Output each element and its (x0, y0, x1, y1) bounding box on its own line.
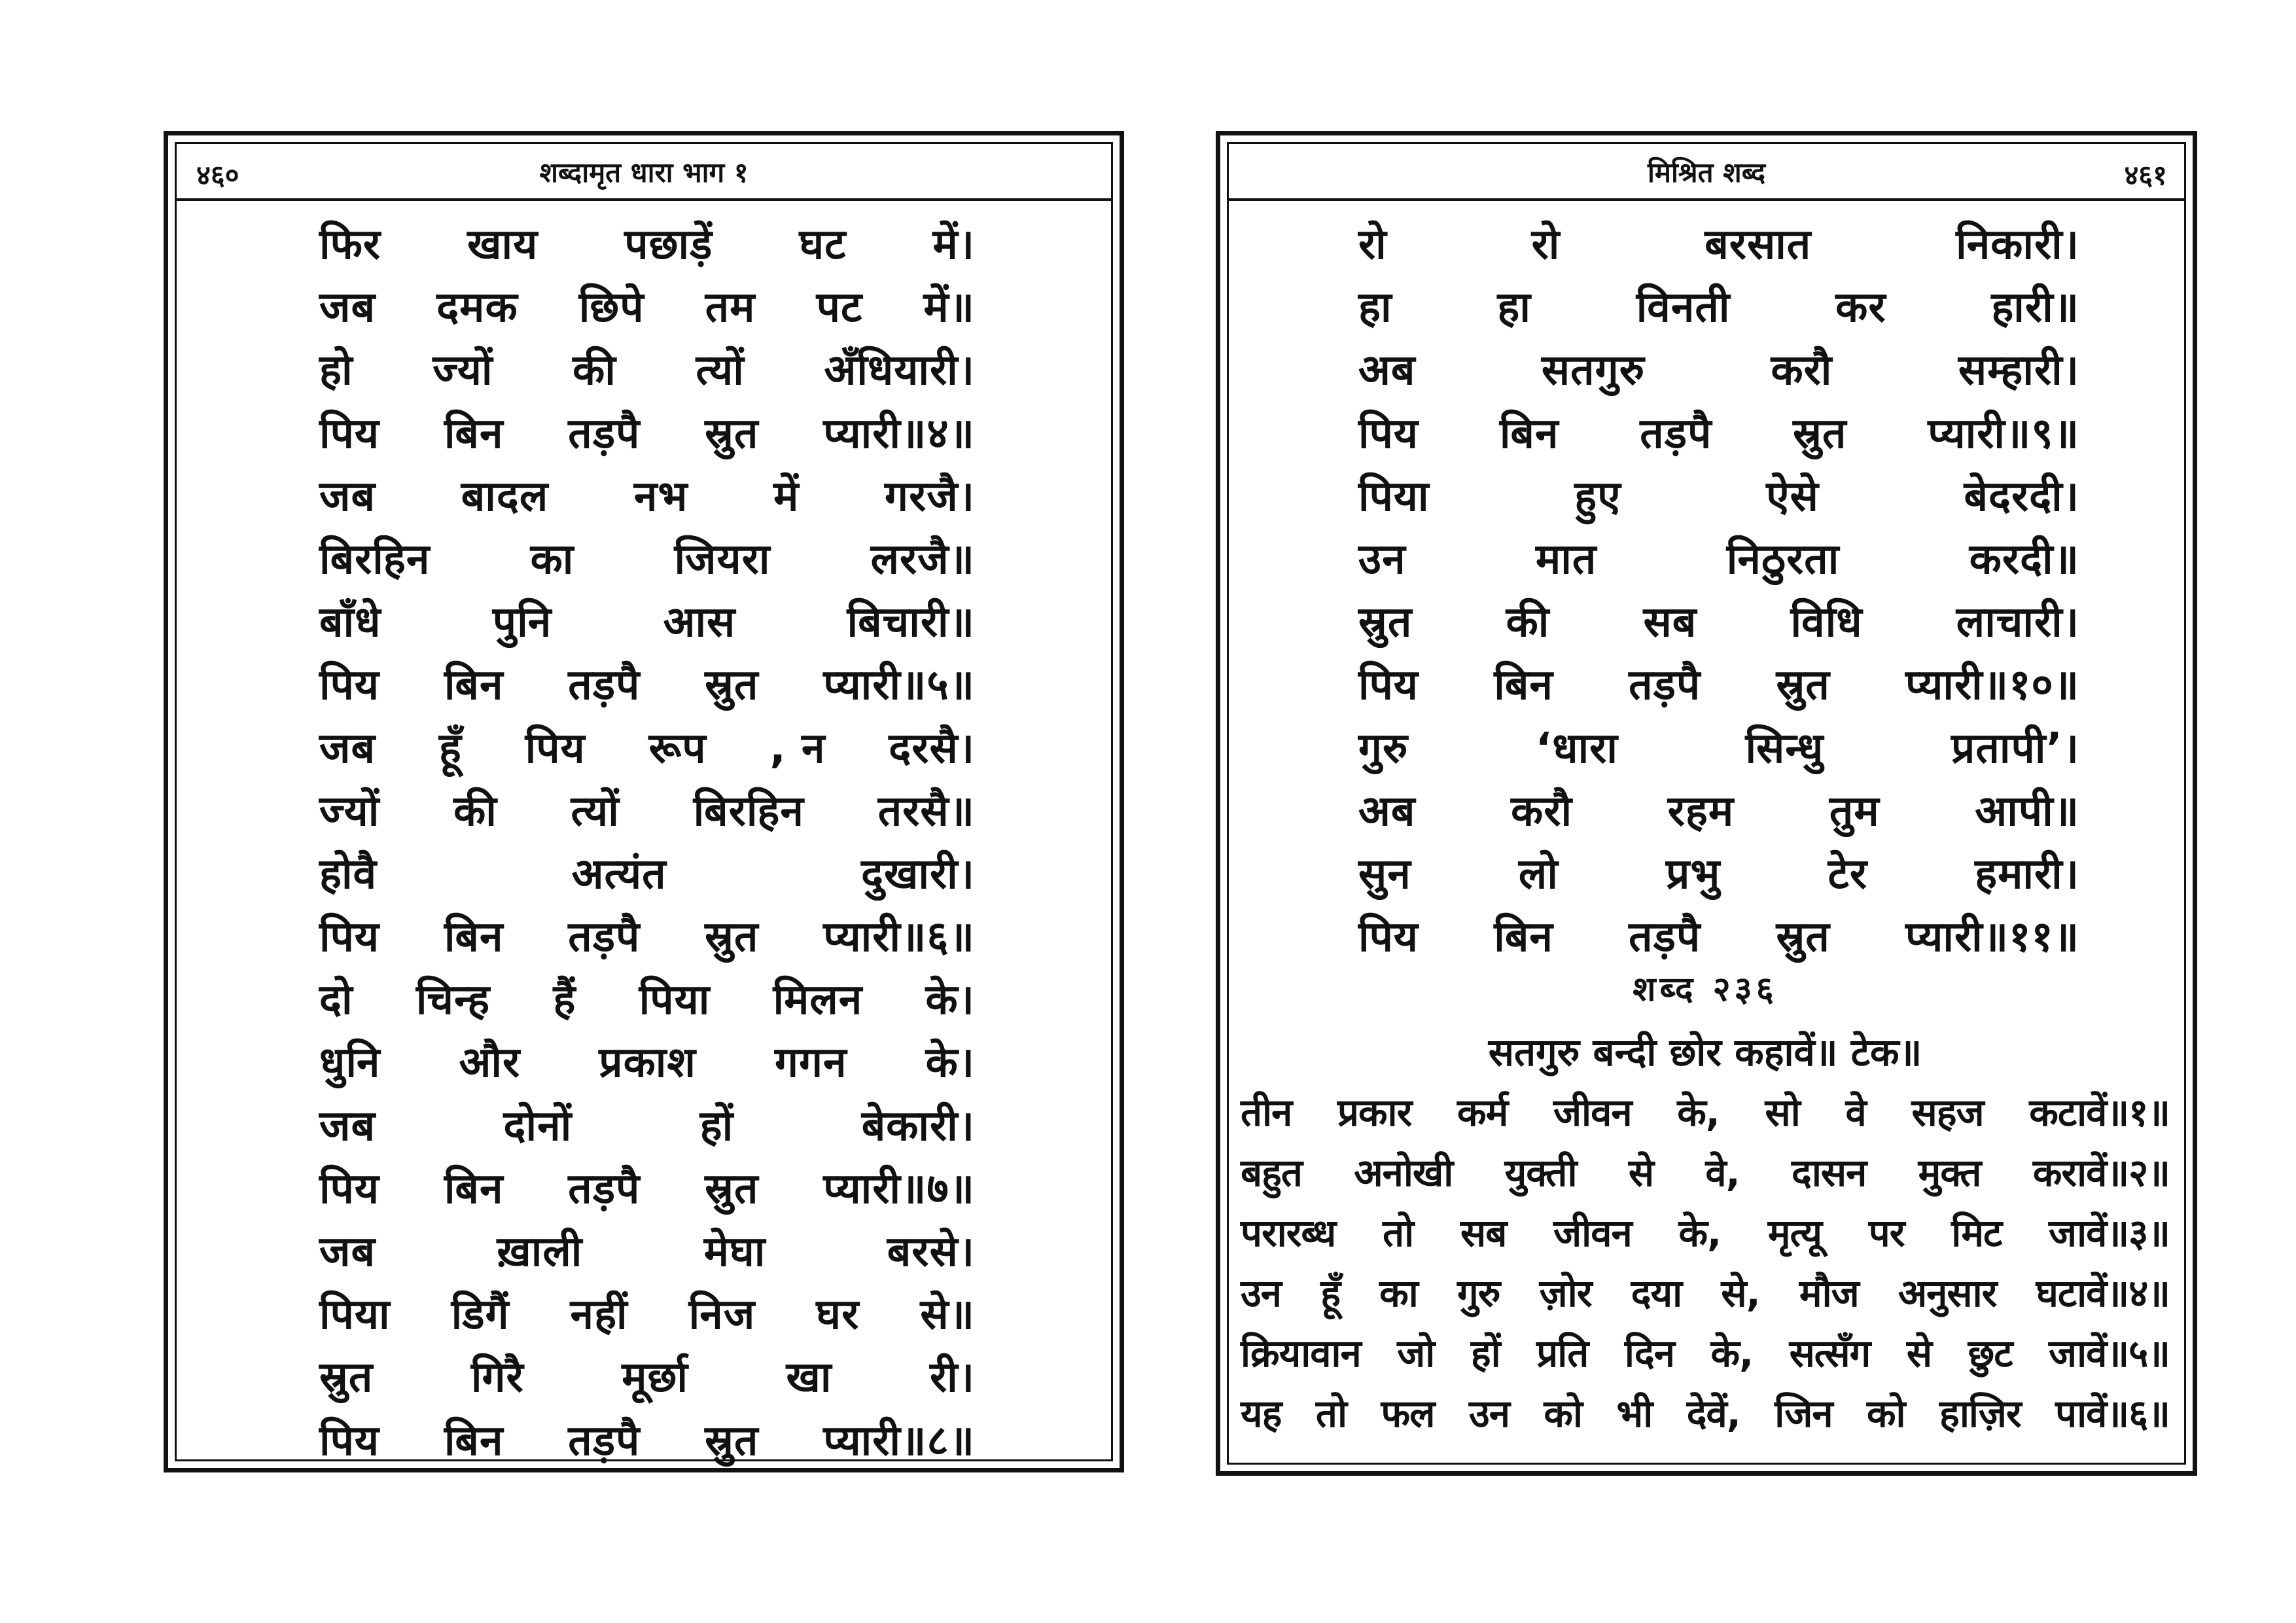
verse-word: तुम (1829, 787, 1880, 836)
verse-word: पिया (1358, 472, 1430, 521)
verse-word: ख़ाली (497, 1228, 583, 1276)
verse-line (319, 592, 975, 654)
shabd-title: शब्द २३६ (1633, 970, 1778, 1009)
verse-word: दोनों (503, 1101, 573, 1150)
verse-word: जब (319, 724, 376, 773)
left-page (164, 131, 1124, 1472)
right-page (1216, 131, 2197, 1476)
verse-word: तड़पै (568, 661, 641, 710)
verse-line (319, 1221, 975, 1284)
verse-word: तड़पै (568, 1164, 641, 1213)
verse-word: , न (769, 724, 826, 773)
right-running-title: मिश्रित शब्द (1647, 156, 1766, 188)
verse-word: बिरहिन (319, 535, 431, 584)
left-page-header (177, 144, 1111, 201)
verse-line (319, 403, 975, 466)
verse-word: नहीं (570, 1291, 628, 1340)
verse-word: अँधियारी। (824, 346, 975, 395)
verse-word: लरजै॥ (870, 535, 975, 584)
couplet-line: तीन प्रकार कर्म जीवन के, सो वे सहज कटावें॥१॥ (1241, 1090, 2170, 1135)
verse-word: हुए (1574, 472, 1621, 521)
verse-word: आस (663, 598, 736, 647)
verse-word: स्रुत (1776, 913, 1830, 962)
verse-word: सिन्धु (1745, 724, 1824, 773)
verse-line (1358, 529, 2079, 592)
verse-word: धुनि (319, 1039, 381, 1088)
verse-word: प्यारी॥८॥ (823, 1416, 975, 1465)
verse-word: करदी॥ (1969, 535, 2079, 584)
verse-word: निज (688, 1291, 756, 1340)
verse-line (319, 1284, 975, 1347)
verse-word: प्यारी॥१०॥ (1905, 661, 2079, 710)
verse-word: मेघा (703, 1228, 766, 1276)
verse-word: बिन (1494, 661, 1553, 710)
verse-word: और (459, 1039, 521, 1088)
verse-word: ज्यों (433, 346, 493, 395)
verse-line (1358, 781, 2079, 844)
verse-word: करौ (1511, 787, 1573, 836)
couplet-line: बहुत अनोखी युक्ती से वे, दासन मुक्त करावें॥२॥ (1241, 1150, 2170, 1195)
verse-word: की (1506, 598, 1550, 647)
verse-word: पिया (639, 976, 711, 1025)
verse-word: सुन (1358, 849, 1411, 899)
verse-word: बिन (1494, 913, 1553, 962)
verse-word: की (453, 787, 497, 836)
verse-word: आपी॥ (1975, 787, 2079, 836)
verse-word: लाचारी। (1956, 598, 2079, 647)
verse-line (319, 1347, 975, 1410)
verse-line (319, 214, 975, 277)
verse-word: फिर (319, 221, 381, 269)
verse-word: दो (319, 976, 353, 1025)
verse-word: पट (816, 283, 863, 332)
verse-word: की (573, 346, 616, 395)
verse-line (319, 906, 975, 969)
verse-word: से॥ (920, 1291, 975, 1340)
verse-word: रूप (648, 724, 707, 773)
verse-word: बिन (1499, 409, 1559, 458)
verse-word: रो (1358, 221, 1387, 269)
verse-word: पछाड़ें (624, 221, 713, 269)
verse-word: बरसे। (887, 1228, 975, 1276)
verse-word: जब (319, 283, 376, 332)
verse-word: तड़पै (1640, 409, 1712, 458)
verse-word: गिरै (470, 1353, 524, 1402)
verse-line (1358, 654, 2079, 717)
verse-line (1358, 277, 2079, 340)
verse-word: जब (319, 1228, 376, 1276)
verse-word: करौ (1771, 346, 1833, 395)
verse-word: प्यारी॥५॥ (823, 661, 975, 710)
verse-word: पुनि (492, 598, 552, 647)
right-page-number: ४६१ (2124, 159, 2167, 191)
verse-word: के। (925, 1039, 975, 1088)
verse-word: प्यारी॥११॥ (1905, 913, 2079, 962)
verse-word: सम्हारी। (1958, 346, 2079, 395)
verse-line (319, 277, 975, 340)
verse-line (1358, 592, 2079, 654)
verse-word: अत्यंत (571, 849, 667, 899)
verse-word: हा (1497, 283, 1531, 332)
verse-word: बरसात (1704, 221, 1812, 269)
verse-word: खा (786, 1353, 832, 1402)
verse-word: स्रुत (705, 1416, 759, 1465)
couplet-line: परारब्ध तो सब जीवन के, मृत्यू पर मिट जावें॥३॥ (1241, 1211, 2170, 1255)
verse-word: त्यों (696, 346, 745, 395)
verse-word: पिय (319, 409, 380, 458)
verse-word: बेदरदी। (1964, 472, 2079, 521)
verse-word: बिन (444, 661, 504, 710)
verse-line (319, 781, 975, 844)
verse-word: गुरु (1358, 724, 1409, 773)
verse-word: तड़पै (568, 409, 641, 458)
verse-line (1358, 340, 2079, 402)
verse-word: में॥ (923, 283, 975, 332)
verse-word: हा (1358, 283, 1392, 332)
verse-word: प्रभु (1666, 849, 1721, 899)
verse-line (1358, 466, 2079, 529)
verse-word: हारी॥ (1991, 283, 2079, 332)
verse-word: बादल (461, 472, 549, 521)
left-verse-block (319, 214, 975, 1473)
verse-word: स्रुत (1793, 409, 1847, 458)
left-page-number: ४६० (196, 159, 239, 191)
verse-word: विधि (1790, 598, 1863, 647)
verse-word: रहम (1667, 787, 1735, 836)
verse-word: हों (699, 1101, 734, 1150)
verse-word: प्रकाश (599, 1039, 696, 1088)
verse-word: बिन (444, 1416, 504, 1465)
verse-word: स्रुत (705, 661, 759, 710)
verse-word: पिय (1358, 661, 1419, 710)
verse-word: हमारी। (1975, 849, 2079, 899)
verse-word: गरजै। (885, 472, 975, 521)
verse-word: दमक (436, 283, 518, 332)
verse-line (319, 1032, 975, 1095)
verse-word: तड़पै (568, 913, 641, 962)
verse-line (319, 718, 975, 781)
verse-word: विनती (1636, 283, 1731, 332)
verse-word: स्रुत (1358, 598, 1413, 647)
verse-word: डिगैं (451, 1291, 510, 1340)
verse-word: छिपे (578, 283, 645, 332)
verse-word: पिय (319, 1416, 380, 1465)
verse-word: मूर्छा (622, 1353, 688, 1402)
verse-line (319, 1410, 975, 1473)
verse-word: होवै (319, 849, 378, 899)
couplet-list (1241, 1085, 2170, 1446)
verse-word: तरसै॥ (877, 787, 975, 836)
shabd-section (1241, 965, 2170, 1446)
right-page-header (1229, 144, 2184, 201)
verse-word: पिय (525, 724, 586, 773)
verse-word: स्रुत (319, 1353, 374, 1402)
left-running-title: शब्दामृत धारा भाग १ (539, 156, 749, 188)
verse-word: स्रुत (705, 1164, 759, 1213)
verse-word: तम (705, 283, 756, 332)
verse-word: निठुरता (1726, 535, 1840, 584)
verse-line (1358, 403, 2079, 466)
verse-word: उन (1358, 535, 1406, 584)
verse-word: ऐसे (1766, 472, 1819, 521)
verse-word: कर (1835, 283, 1886, 332)
verse-word: सतगुरु (1541, 346, 1645, 395)
verse-word: बिन (444, 913, 504, 962)
verse-word: रो (1531, 221, 1561, 269)
verse-word: लो (1518, 849, 1559, 899)
verse-line (1358, 214, 2079, 277)
verse-word: प्यारी॥४॥ (823, 409, 975, 458)
verse-line (319, 654, 975, 717)
verse-line (1358, 718, 2079, 781)
verse-word: तड़पै (568, 1416, 641, 1465)
verse-word: दुखारी। (861, 849, 975, 899)
verse-word: अब (1358, 787, 1416, 836)
verse-line (319, 1158, 975, 1221)
verse-word: टेर (1828, 849, 1867, 899)
verse-word: ‘धारा (1535, 724, 1618, 773)
verse-word: अब (1358, 346, 1416, 395)
verse-word: पिय (319, 913, 380, 962)
verse-line (319, 529, 975, 592)
verse-word: घर (816, 1291, 860, 1340)
verse-word: का (530, 535, 574, 584)
verse-word: घट (799, 221, 847, 269)
verse-word: प्यारी॥६॥ (823, 913, 975, 962)
verse-word: त्यों (571, 787, 620, 836)
verse-word: नभ (633, 472, 688, 521)
verse-word: चिन्ह (415, 976, 491, 1025)
verse-word: पिय (1358, 409, 1419, 458)
verse-word: बिचारी॥ (847, 598, 975, 647)
verse-word: खाय (467, 221, 539, 269)
couplet-line: उन हूँ का गुरु ज़ोर दया से, मौज अनुसार घटावें॥४॥ (1241, 1271, 2170, 1315)
verse-word: तड़पै (1629, 913, 1701, 962)
verse-word: सब (1643, 598, 1697, 647)
verse-word: प्यारी॥७॥ (823, 1164, 975, 1213)
verse-word: री। (929, 1353, 975, 1402)
verse-word: में (773, 472, 800, 521)
shabd-refrain: सतगुरु बन्दी छोर कहावें॥ टेक॥ (1488, 1030, 1922, 1075)
verse-line (319, 844, 975, 906)
verse-word: ज्यों (319, 787, 380, 836)
verse-word: हो (319, 346, 353, 395)
verse-word: बिन (444, 1164, 504, 1213)
verse-line (1358, 906, 2079, 969)
verse-line (1358, 844, 2079, 906)
verse-word: बिरहिन (693, 787, 804, 836)
verse-word: बेकारी। (861, 1101, 975, 1150)
verse-word: मात (1536, 535, 1597, 584)
verse-word: तड़पै (1629, 661, 1701, 710)
verse-word: पिय (319, 661, 380, 710)
right-page-frame (1227, 142, 2186, 1465)
verse-word: हैं (553, 976, 576, 1025)
verse-word: बिन (444, 409, 504, 458)
verse-word: हूँ (438, 724, 462, 773)
verse-line (319, 1096, 975, 1158)
verse-word: के। (925, 976, 975, 1025)
verse-line (319, 466, 975, 529)
verse-word: प्रतापी’। (1951, 724, 2079, 773)
verse-word: पिया (319, 1291, 391, 1340)
verse-word: निकारी। (1956, 221, 2079, 269)
verse-word: जियरा (674, 535, 771, 584)
verse-line (319, 340, 975, 402)
couplet-line: क्रियावान जो हों प्रति दिन के, सत्सँग से छुट जावें॥५॥ (1241, 1331, 2170, 1376)
verse-word: स्रुत (705, 913, 759, 962)
verse-word: दरसै। (889, 724, 975, 773)
couplet-line: यह तो फल उन को भी देवें, जिन को हाज़िर पावें॥६॥ (1241, 1391, 2170, 1436)
verse-word: स्रुत (1776, 661, 1830, 710)
verse-word: स्रुत (705, 409, 759, 458)
left-page-frame (175, 142, 1113, 1465)
verse-word: बाँधे (319, 598, 381, 647)
verse-word: पिय (1358, 913, 1419, 962)
verse-word: जब (319, 472, 376, 521)
verse-line (319, 969, 975, 1032)
verse-word: मिलन (773, 976, 863, 1025)
verse-word: पिय (319, 1164, 380, 1213)
verse-word: गगन (774, 1039, 847, 1088)
verse-word: में। (932, 221, 975, 269)
verse-word: प्यारी॥९॥ (1928, 409, 2079, 458)
right-verse-block (1358, 214, 2079, 969)
verse-word: जब (319, 1101, 376, 1150)
